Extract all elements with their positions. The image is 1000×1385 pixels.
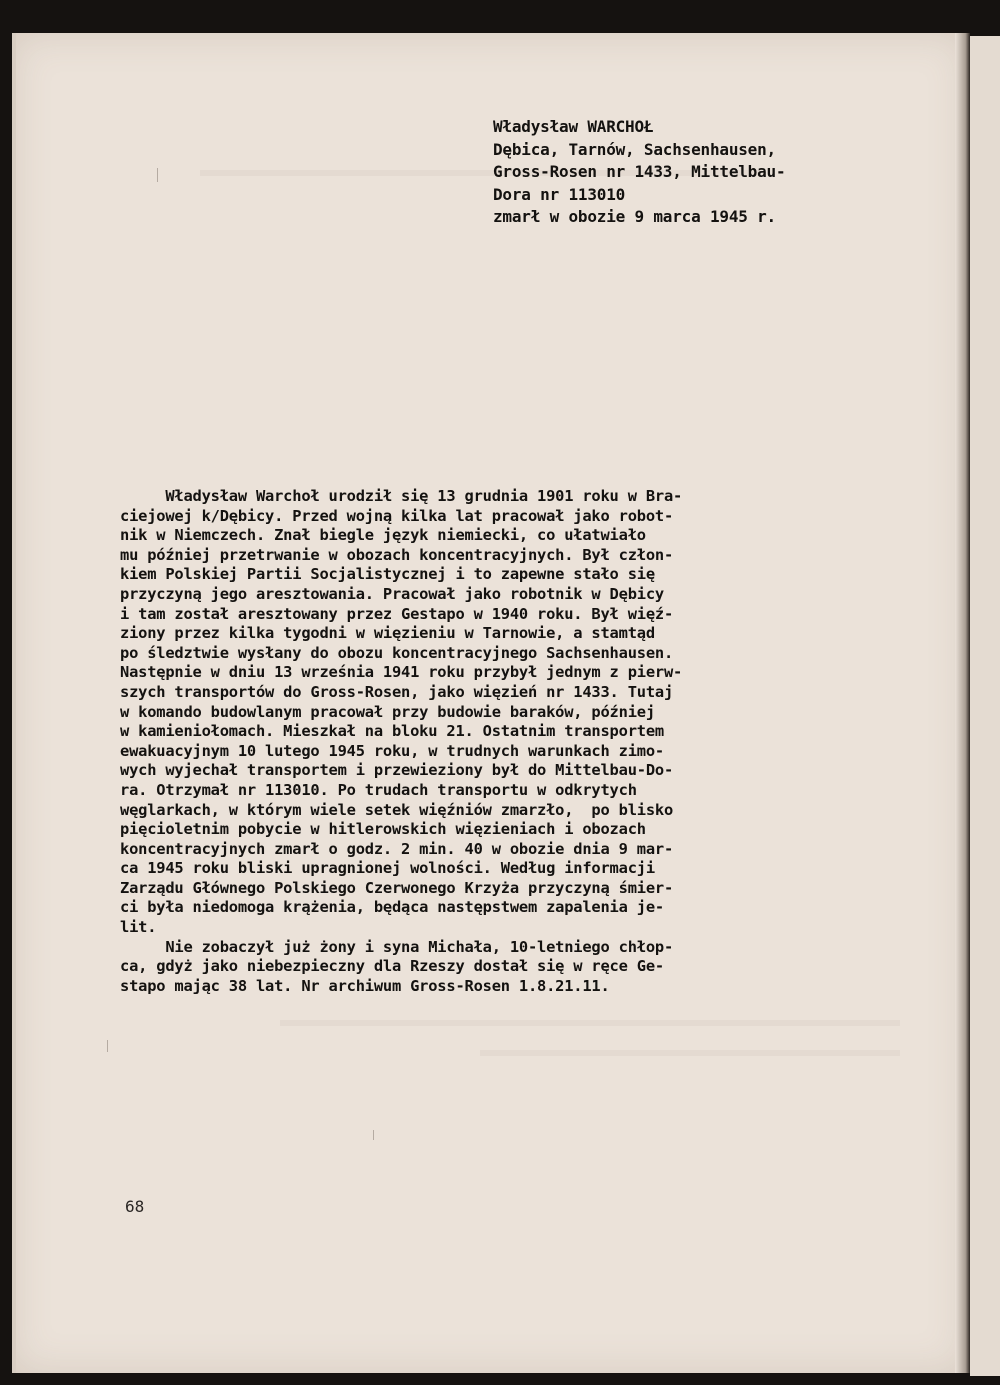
body-line: Nie zobaczył już żony i syna Michała, 10-letniego chłop- <box>120 937 674 956</box>
body-line: lit. <box>120 918 157 937</box>
body-line: mu później przetrwanie w obozach koncentracyjnych. Był człon- <box>120 545 674 564</box>
body-line: ca, gdyż jako niebezpieczny dla Rzeszy dostał się w ręce Ge- <box>120 957 664 976</box>
header-camp-line: Gross-Rosen nr 1433, Mittelbau- <box>493 162 786 181</box>
body-line: ra. Otrzymał nr 113010. Po trudach transportu w odkrytych <box>120 780 637 799</box>
show-through-mark <box>280 1020 900 1026</box>
body-line: Następnie w dniu 13 września 1941 roku przybył jednym z pierw- <box>120 663 683 682</box>
stray-pencil-mark <box>373 1130 374 1140</box>
header-places-line: Dębica, Tarnów, Sachsenhausen, <box>493 139 776 159</box>
header-death-line: zmarł w obozie 9 marca 1945 r. <box>493 207 776 226</box>
header-number-line: Dora nr 113010 <box>493 184 626 204</box>
biography-text <box>120 487 880 996</box>
body-line: węglarkach, w którym wiele setek więźniów zmarzło, po blisko <box>120 800 674 819</box>
body-line: koncentracyjnych zmarł o godz. 2 min. 40 w obozie dnia 9 mar- <box>120 839 674 858</box>
page-left-edge <box>12 33 16 1373</box>
body-line: ziony przez kilka tygodni w więzieniu w Tarnowie, a stamtąd <box>120 624 655 643</box>
body-line: i tam został aresztowany przez Gestapo w 1940 roku. Był więź- <box>120 604 674 623</box>
stray-pencil-mark <box>107 1040 108 1052</box>
show-through-mark <box>480 1050 900 1056</box>
body-line: przyczyną jego aresztowania. Pracował jako robotnik w Dębicy <box>120 584 664 603</box>
body-line: w komando budowlanym pracował przy budowie baraków, później <box>120 702 655 721</box>
body-line: ewakuacyjnym 10 lutego 1945 roku, w trudnych warunkach zimo- <box>120 741 664 760</box>
body-line: nik w Niemczech. Znał biegle język niemiecki, co ułatwiało <box>120 526 646 545</box>
adjacent-page-edge <box>970 36 1000 1376</box>
binding-shadow <box>955 33 970 1373</box>
body-line: Władysław Warchoł urodził się 13 grudnia 1901 roku w Bra- <box>120 487 683 505</box>
body-line: ciejowej k/Dębicy. Przed wojną kilka lat pracował jako robot- <box>120 506 674 525</box>
body-line: Zarządu Głównego Polskiego Czerwonego Krzyża przyczyną śmier- <box>120 878 674 897</box>
header-name-line: Władysław WARCHOŁ <box>493 117 654 136</box>
body-line: szych transportów do Gross-Rosen, jako więzień nr 1433. Tutaj <box>120 682 674 701</box>
body-line: pięcioletnim pobycie w hitlerowskich więzieniach i obozach <box>120 820 646 839</box>
body-line: ci była niedomoga krążenia, będąca następstwem zapalenia je- <box>120 898 664 917</box>
body-line: w kamieniołomach. Mieszkał na bloku 21. Ostatnim transportem <box>120 722 664 741</box>
prisoner-header-block <box>493 116 785 229</box>
body-line: kiem Polskiej Partii Socjalistycznej i to zapewne stało się <box>120 565 655 584</box>
body-line: wych wyjechał transportem i przewieziony był do Mittelbau-Do- <box>120 761 674 780</box>
page-number: 68 <box>125 1197 145 1216</box>
stray-pencil-mark <box>157 168 158 182</box>
body-line: ca 1945 roku bliski upragnionej wolności. Według informacji <box>120 859 655 878</box>
body-line: stapo mając 38 lat. Nr archiwum Gross-Rosen 1.8.21.11. <box>120 976 610 995</box>
body-line: po śledztwie wysłany do obozu koncentracyjnego Sachsenhausen. <box>120 643 674 662</box>
